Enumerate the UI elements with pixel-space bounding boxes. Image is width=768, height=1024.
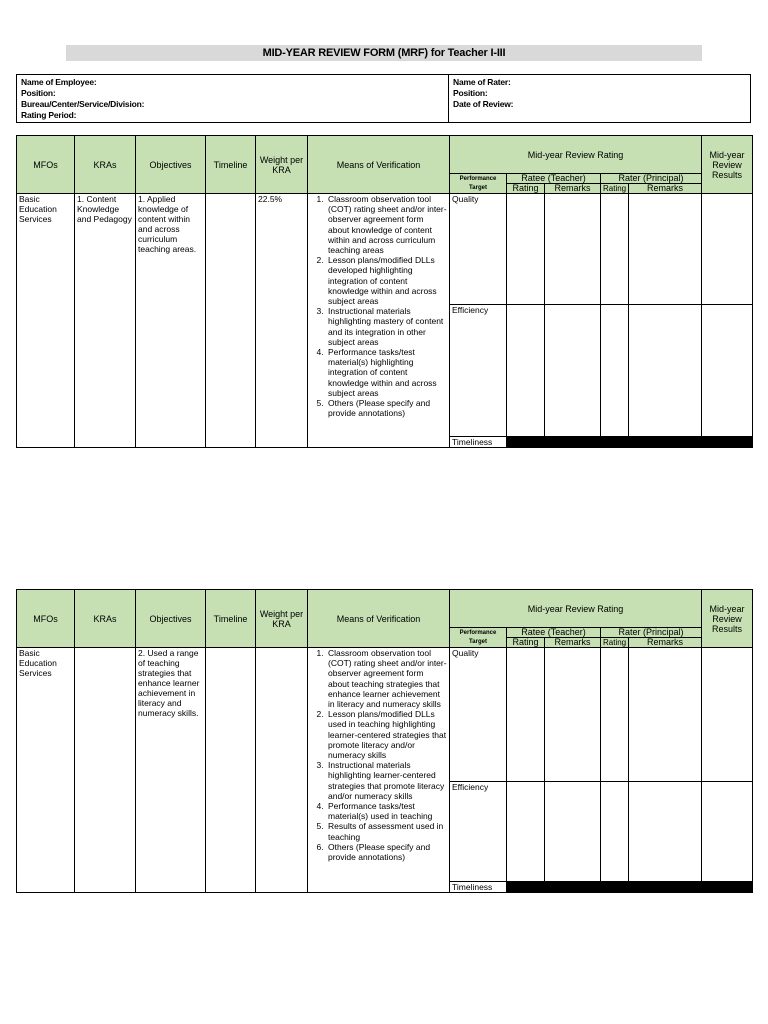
mov-list [310,648,447,862]
header-ratee: Ratee (Teacher) [507,628,601,638]
results-cell [702,305,753,437]
mov-cell [308,648,450,893]
header-mov: Means of Verification [308,590,450,648]
mov-item: 3. Instructional materials highlighting learner-centered strategies that promote literacy and/or numeracy skills [326,760,447,801]
field-date-of-review: Date of Review: [453,99,514,109]
header-timeline: Timeline [206,590,256,648]
ratee-rating-cell [507,305,545,437]
rater-rating-cell [601,648,629,782]
results-cell [702,782,753,882]
field-position: Position: [21,88,56,98]
field-rating-period: Rating Period: [21,110,77,120]
quality-label: Quality [450,194,507,305]
header-ratee-remarks: Remarks [545,638,601,648]
objective-cell: 2. Used a range of teaching strategies that enhance learner achievement in literacy and numeracy skills. [136,648,206,893]
weight-cell: 22.5% [256,194,308,448]
header-weight: Weight per KRA [256,136,308,194]
header-rating-group: Mid-year Review Rating [450,590,702,628]
rater-remarks-cell [629,194,702,305]
kra-cell [75,648,136,893]
field-name-of-rater: Name of Rater: [453,77,511,87]
header-rater-remarks: Remarks [629,184,702,194]
header-rater-rating: Rating [601,638,629,648]
form-title: MID-YEAR REVIEW FORM (MRF) for Teacher I-III [66,45,702,61]
header-rater-rating: Rating [601,184,629,194]
ratee-rating-cell [507,648,545,782]
rater-info-right [449,75,750,126]
mov-item: 2. Lesson plans/modified DLLs developed highlighting integration of content knowledge within and across subject areas [326,255,447,306]
rater-remarks-cell [629,305,702,437]
ratee-rating-cell [507,782,545,882]
rater-remarks-cell [629,648,702,782]
timeline-cell [206,648,256,893]
employee-info-left [17,75,449,122]
mov-item: 4. Performance tasks/test material(s) used in teaching [326,801,447,821]
efficiency-label: Efficiency [450,305,507,437]
header-objectives: Objectives [136,590,206,648]
header-performance-target: Performance Target [450,174,507,194]
rater-rating-cell [601,305,629,437]
efficiency-label: Efficiency [450,782,507,882]
mfo-cell: Basic Education Services [17,194,75,448]
mrf-table-1 [16,135,753,448]
header-rater-remarks: Remarks [629,638,702,648]
header-ratee-remarks: Remarks [545,184,601,194]
header-ratee: Ratee (Teacher) [507,174,601,184]
rater-remarks-cell [629,782,702,882]
header-rater: Rater (Principal) [601,628,702,638]
weight-cell [256,648,308,893]
ratee-remarks-cell [545,648,601,782]
mfo-cell: Basic Education Services [17,648,75,893]
header-mfos: MFOs [17,136,75,194]
header-ratee-rating: Rating [507,638,545,648]
employee-info-box [16,74,751,123]
timeline-cell [206,194,256,448]
mov-item: 4. Performance tasks/test material(s) highlighting integration of content knowledge within and across subject areas [326,347,447,398]
header-results: Mid-year Review Results [702,136,753,194]
header-results: Mid-year Review Results [702,590,753,648]
header-kras: KRAs [75,590,136,648]
header-rater: Rater (Principal) [601,174,702,184]
results-cell [702,648,753,782]
timeliness-label: Timeliness [450,437,507,448]
timeliness-blackout [507,437,753,448]
mov-item: 1. Classroom observation tool (COT) rating sheet and/or inter-observer agreement form about teaching strategies that enhance learner achievement in literacy and numeracy skills [326,648,447,709]
mov-item: 2. Lesson plans/modified DLLs used in teaching highlighting learner-centered strategies that promote literacy and/or numeracy skills [326,709,447,760]
timeliness-label: Timeliness [450,882,507,893]
mov-item: 5. Results of assessment used in teaching [326,821,447,841]
ratee-remarks-cell [545,782,601,882]
kra-cell: 1. Content Knowledge and Pedagogy [75,194,136,448]
rater-rating-cell [601,194,629,305]
rater-rating-cell [601,782,629,882]
header-objectives: Objectives [136,136,206,194]
objective-cell: 1. Applied knowledge of content within and across curriculum teaching areas. [136,194,206,448]
ratee-remarks-cell [545,194,601,305]
mov-item: 5. Others (Please specify and provide annotations) [326,398,447,418]
mrf-table-2 [16,589,753,893]
ratee-remarks-cell [545,305,601,437]
header-ratee-rating: Rating [507,184,545,194]
mov-list [310,194,447,418]
field-bureau: Bureau/Center/Service/Division: [21,99,145,109]
mov-item: 6. Others (Please specify and provide annotations) [326,842,447,862]
timeliness-blackout [507,882,753,893]
header-mov: Means of Verification [308,136,450,194]
header-mfos: MFOs [17,590,75,648]
header-weight: Weight per KRA [256,590,308,648]
mov-cell [308,194,450,448]
field-name-of-employee: Name of Employee: [21,77,97,87]
field-rater-position: Position: [453,88,488,98]
quality-label: Quality [450,648,507,782]
header-kras: KRAs [75,136,136,194]
ratee-rating-cell [507,194,545,305]
mov-item: 3. Instructional materials highlighting mastery of content and its integration in other subject areas [326,306,447,347]
header-rating-group: Mid-year Review Rating [450,136,702,174]
header-timeline: Timeline [206,136,256,194]
results-cell [702,194,753,305]
mov-item: 1. Classroom observation tool (COT) rating sheet and/or inter-observer agreement form about knowledge of content within and across curriculum teaching areas [326,194,447,255]
header-performance-target: Performance Target [450,628,507,648]
